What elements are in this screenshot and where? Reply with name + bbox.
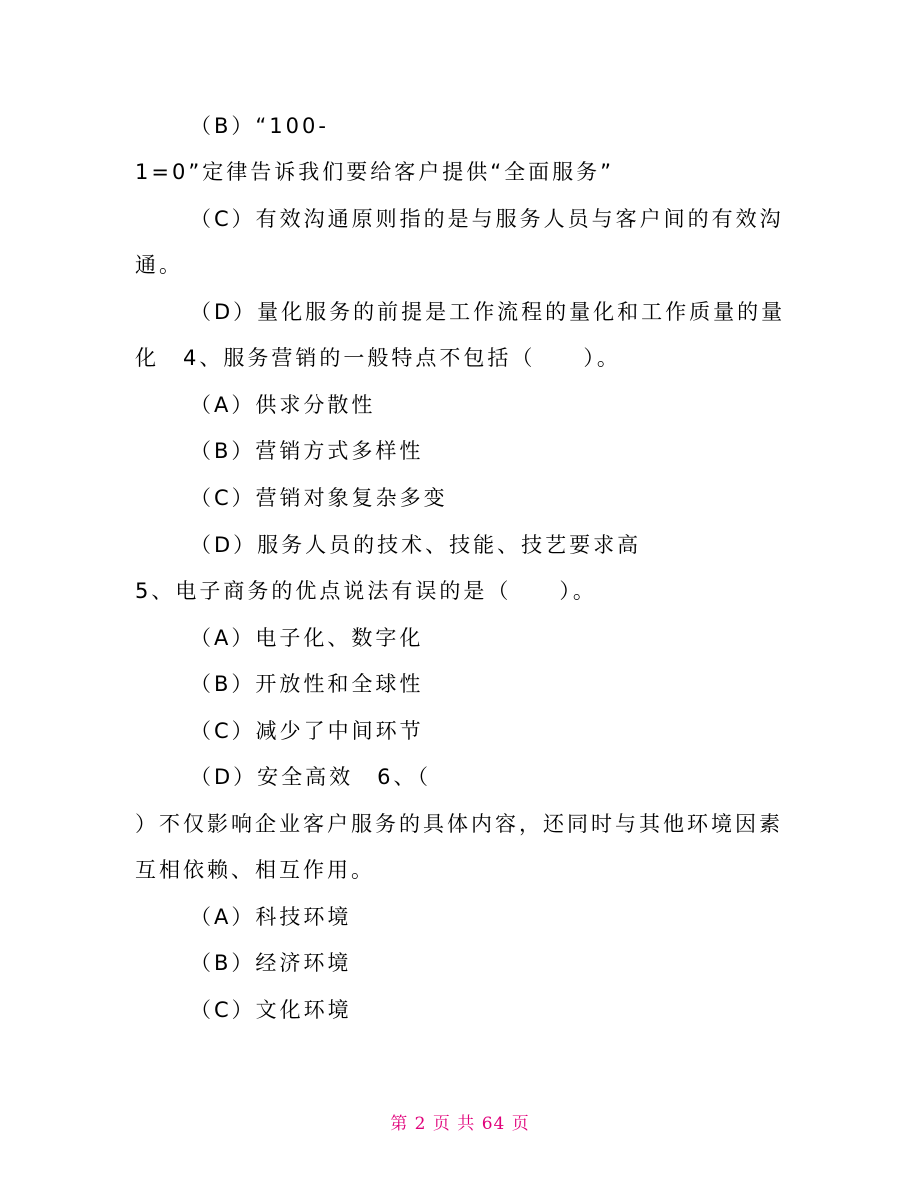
question-6-text-line2: 互相依赖、相互作用。 (135, 858, 375, 882)
q4-option-b: （B）营销方式多样性 (190, 439, 424, 463)
question-4-text: 化 4、服务营销的一般特点不包括（ ）。 (135, 346, 621, 370)
option-c-communication-line2: 通。 (135, 253, 183, 277)
q5-option-b: （B）开放性和全球性 (190, 672, 424, 696)
q6-option-a: （A）科技环境 (190, 905, 352, 929)
q5-option-c: （C）减少了中间环节 (190, 719, 424, 743)
q4-option-c: （C）营销对象复杂多变 (190, 486, 448, 510)
question-5-text: 5、电子商务的优点说法有误的是（ ）。 (135, 579, 597, 603)
q4-option-a: （A）供求分散性 (190, 393, 376, 417)
option-d-quantified-service-line1: （D）量化服务的前提是工作流程的量化和工作质量的量 (190, 300, 786, 324)
q5-option-a: （A）电子化、数字化 (190, 626, 424, 650)
option-b-100-rule-line2: 1=0”定律告诉我们要给客户提供“全面服务” (135, 160, 614, 184)
q6-option-c: （C）文化环境 (190, 998, 352, 1022)
option-b-100-rule-line1: （B）“100- (190, 114, 329, 138)
page-number-footer: 第 2 页 共 64 页 (390, 1114, 530, 1134)
question-6-text-line1: ）不仅影响企业客户服务的具体内容，还同时与其他环境因素 (135, 812, 783, 836)
q5-option-d-and-question-6-start: （D）安全高效 6、（ (190, 765, 432, 789)
q4-option-d: （D）服务人员的技术、技能、技艺要求高 (190, 533, 642, 557)
option-c-communication-line1: （C）有效沟通原则指的是与服务人员与客户间的有效沟 (190, 207, 784, 231)
q6-option-b: （B）经济环境 (190, 951, 352, 975)
